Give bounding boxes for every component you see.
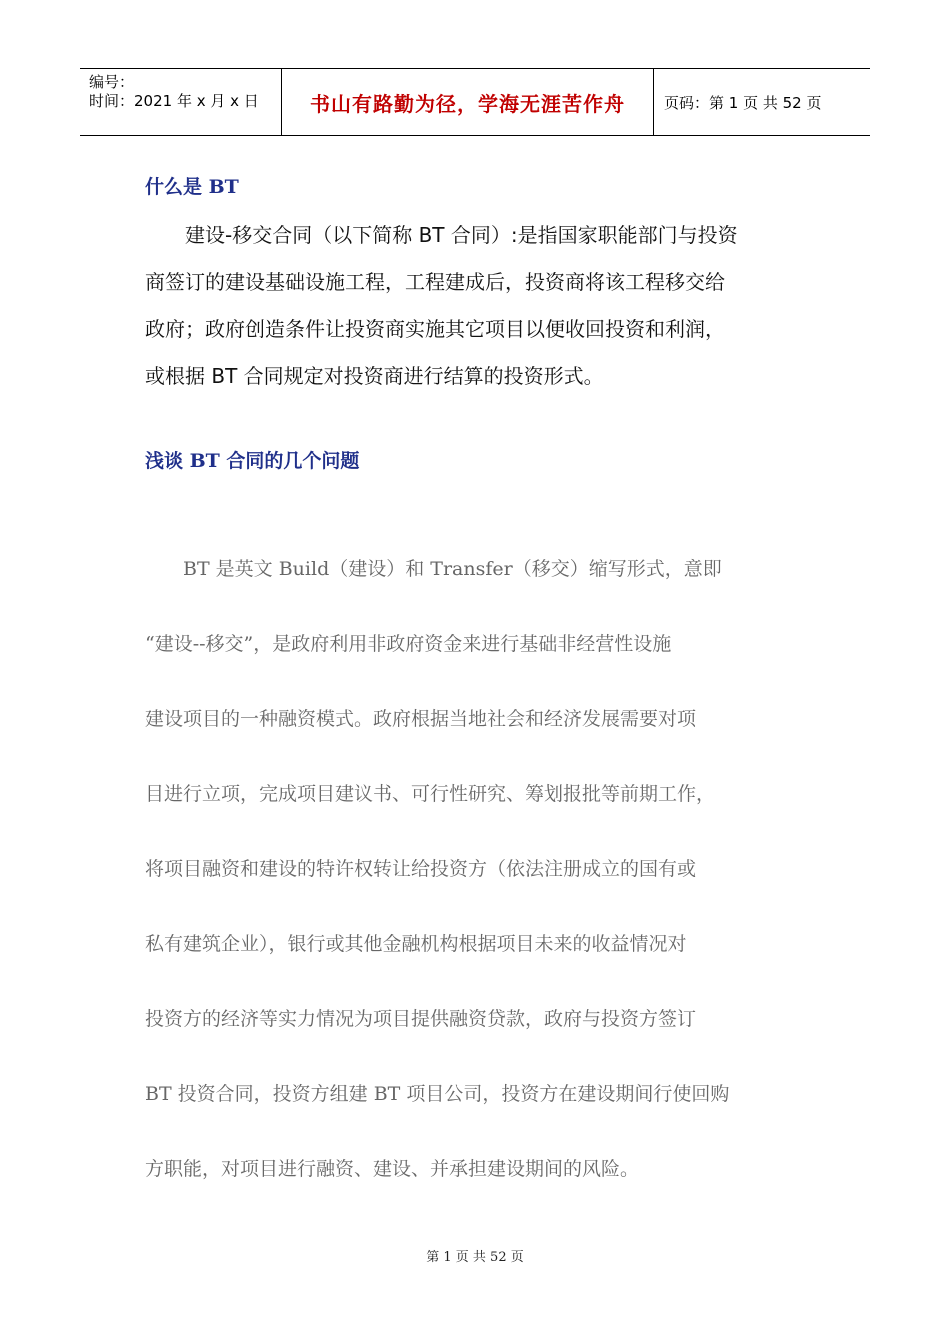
- bt-explanation-paragraph: [145, 532, 825, 1207]
- section-heading-bt-issues: 浅谈 BT 合同的几个问题: [145, 450, 360, 472]
- paragraph-line: 投资方的经济等实力情况为项目提供融资贷款，政府与投资方签订: [145, 1008, 697, 1030]
- paragraph-line: 政府；政府创造条件让投资商实施其它项目以便收回投资和利润，: [145, 317, 725, 341]
- header-meta-cell: [80, 69, 282, 135]
- paragraph-line: 目进行立项，完成项目建议书、可行性研究、筹划报批等前期工作，: [145, 783, 716, 805]
- paragraph-line: 建设项目的一种融资模式。政府根据当地社会和经济发展需要对项: [145, 708, 697, 730]
- paragraph-line: BT 投资合同，投资方组建 BT 项目公司，投资方在建设期间行使回购: [145, 1083, 730, 1105]
- paragraph-line: 私有建筑企业），银行或其他金融机构根据项目未来的收益情况对: [145, 933, 687, 955]
- section-heading-what-is-bt: 什么是 BT: [145, 176, 239, 198]
- document-header: [80, 68, 870, 136]
- document-number-label: 编号：: [89, 73, 135, 91]
- paragraph-line: 方职能，对项目进行融资、建设、并承担建设期间的风险。: [145, 1158, 640, 1180]
- paragraph-line: 商签订的建设基础设施工程，工程建成后，投资商将该工程移交给: [145, 270, 725, 294]
- document-date-label: 时间：2021 年 x 月 x 日: [89, 92, 259, 110]
- header-page-info: 页码：第 1 页 共 52 页: [664, 93, 822, 112]
- paragraph-line: 建设-移交合同（以下简称 BT 合同）:是指国家职能部门与投资: [145, 223, 738, 247]
- paragraph-line: 或根据 BT 合同规定对投资商进行结算的投资形式。: [145, 364, 604, 388]
- header-motto: 书山有路勤为径，学海无涯苦作舟: [282, 69, 654, 135]
- definition-paragraph: [145, 212, 825, 400]
- paragraph-line: “建设--移交”，是政府利用非政府资金来进行基础非经营性设施: [145, 633, 672, 655]
- paragraph-line: BT 是英文 Build（建设）和 Transfer（移交）缩写形式，意即: [145, 558, 722, 580]
- page-footer: 第 1 页 共 52 页: [426, 1250, 524, 1265]
- paragraph-line: 将项目融资和建设的特许权转让给投资方（依法注册成立的国有或: [145, 858, 697, 880]
